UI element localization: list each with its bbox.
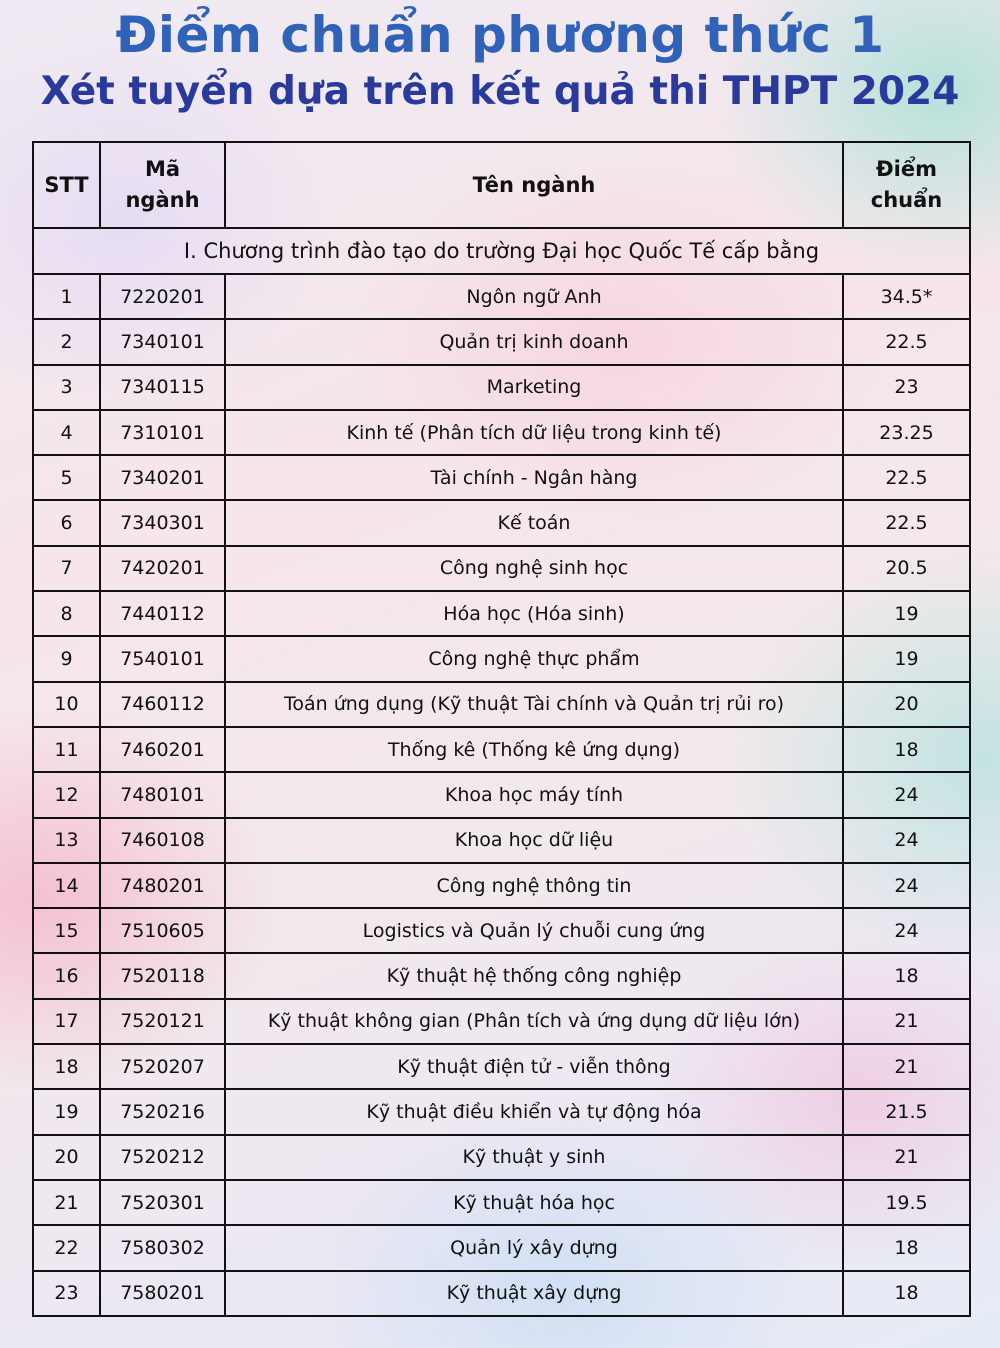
row-stt: 15 [33,908,100,953]
row-score: 24 [843,863,970,908]
row-major-name: Kỹ thuật xây dựng [225,1271,843,1316]
row-major-name: Logistics và Quản lý chuỗi cung ứng [225,908,843,953]
row-score: 22.5 [843,455,970,500]
row-score: 23 [843,365,970,410]
row-stt: 23 [33,1271,100,1316]
row-stt: 17 [33,999,100,1044]
row-major-code: 7520301 [100,1180,225,1225]
table-row [33,319,970,364]
table-row [33,953,970,998]
row-major-code: 7310101 [100,410,225,455]
row-score: 22.5 [843,319,970,364]
row-score: 19.5 [843,1180,970,1225]
row-stt: 19 [33,1089,100,1134]
row-stt: 18 [33,1044,100,1089]
row-major-name: Công nghệ thực phẩm [225,636,843,681]
row-major-name: Ngôn ngữ Anh [225,274,843,319]
table-row [33,999,970,1044]
row-stt: 9 [33,636,100,681]
row-score: 21 [843,1135,970,1180]
table-row [33,1225,970,1270]
row-major-name: Công nghệ sinh học [225,546,843,591]
row-major-code: 7340101 [100,319,225,364]
header-ma-nganh [100,142,225,228]
row-major-code: 7480201 [100,863,225,908]
row-stt: 16 [33,953,100,998]
header-ma-nganh-line1: Mã [144,157,181,181]
row-major-code: 7580201 [100,1271,225,1316]
row-major-name: Tài chính - Ngân hàng [225,455,843,500]
row-major-name: Kinh tế (Phân tích dữ liệu trong kinh tế) [225,410,843,455]
row-major-code: 7480101 [100,772,225,817]
table-row [33,455,970,500]
row-stt: 7 [33,546,100,591]
row-major-name: Kỹ thuật hệ thống công nghiệp [225,953,843,998]
row-major-code: 7520207 [100,1044,225,1089]
row-major-code: 7340115 [100,365,225,410]
row-score: 22.5 [843,500,970,545]
page-title: Điểm chuẩn phương thức 1 [115,6,885,64]
row-score: 18 [843,1225,970,1270]
row-score: 24 [843,908,970,953]
row-major-code: 7220201 [100,274,225,319]
header-diem-line1: Điểm [876,157,937,181]
header-ten-nganh: Tên ngành [225,142,843,228]
row-major-name: Quản lý xây dựng [225,1225,843,1270]
table-row [33,1271,970,1316]
section-row [33,228,970,274]
table-row [33,410,970,455]
row-score: 20.5 [843,546,970,591]
row-stt: 5 [33,455,100,500]
row-major-name: Hóa học (Hóa sinh) [225,591,843,636]
row-stt: 12 [33,772,100,817]
table-row [33,1089,970,1134]
row-major-name: Kỹ thuật điện tử - viễn thông [225,1044,843,1089]
row-stt: 6 [33,500,100,545]
row-stt: 20 [33,1135,100,1180]
table-row [33,365,970,410]
row-major-name: Khoa học máy tính [225,772,843,817]
row-major-name: Kỹ thuật y sinh [225,1135,843,1180]
row-major-code: 7520216 [100,1089,225,1134]
row-stt: 8 [33,591,100,636]
table-row [33,591,970,636]
row-major-name: Kỹ thuật không gian (Phân tích và ứng dụng dữ liệu lớn) [225,999,843,1044]
row-major-name: Toán ứng dụng (Kỹ thuật Tài chính và Quản trị rủi ro) [225,682,843,727]
row-major-name: Marketing [225,365,843,410]
row-stt: 11 [33,727,100,772]
row-stt: 3 [33,365,100,410]
row-score: 21 [843,1044,970,1089]
row-major-code: 7460108 [100,818,225,863]
admission-score-table [32,141,971,1317]
row-major-code: 7440112 [100,591,225,636]
row-major-name: Thống kê (Thống kê ứng dụng) [225,727,843,772]
row-major-name: Kế toán [225,500,843,545]
table-row [33,772,970,817]
row-major-name: Khoa học dữ liệu [225,818,843,863]
row-major-name: Kỹ thuật hóa học [225,1180,843,1225]
row-stt: 10 [33,682,100,727]
row-score: 24 [843,772,970,817]
header-diem-chuan [843,142,970,228]
section-title: I. Chương trình đào tạo do trường Đại học Quốc Tế cấp bằng [33,228,970,274]
row-stt: 4 [33,410,100,455]
row-major-code: 7340301 [100,500,225,545]
row-stt: 2 [33,319,100,364]
row-major-name: Công nghệ thông tin [225,863,843,908]
row-major-code: 7580302 [100,1225,225,1270]
row-score: 19 [843,636,970,681]
row-major-code: 7520118 [100,953,225,998]
row-score: 21.5 [843,1089,970,1134]
row-score: 34.5* [843,274,970,319]
table-row [33,908,970,953]
table-row [33,1135,970,1180]
row-major-name: Kỹ thuật điều khiển và tự động hóa [225,1089,843,1134]
table-row [33,682,970,727]
table-row [33,636,970,681]
header-ma-nganh-line2: ngành [125,188,200,212]
table-row [33,274,970,319]
table-row [33,546,970,591]
page-subtitle: Xét tuyển dựa trên kết quả thi THPT 2024 [40,69,960,114]
row-major-code: 7460201 [100,727,225,772]
header-diem-line2: chuẩn [870,188,943,212]
row-major-code: 7340201 [100,455,225,500]
row-stt: 14 [33,863,100,908]
row-stt: 13 [33,818,100,863]
row-stt: 21 [33,1180,100,1225]
row-score: 18 [843,953,970,998]
table-row [33,863,970,908]
row-stt: 1 [33,274,100,319]
row-major-code: 7420201 [100,546,225,591]
row-score: 23.25 [843,410,970,455]
row-score: 24 [843,818,970,863]
table-row [33,727,970,772]
row-score: 20 [843,682,970,727]
table-row [33,818,970,863]
row-major-code: 7520212 [100,1135,225,1180]
table-row [33,1044,970,1089]
table-row [33,1180,970,1225]
row-stt: 22 [33,1225,100,1270]
table-row [33,500,970,545]
row-score: 21 [843,999,970,1044]
row-score: 19 [843,591,970,636]
row-score: 18 [843,727,970,772]
row-major-code: 7510605 [100,908,225,953]
row-major-code: 7520121 [100,999,225,1044]
row-major-code: 7540101 [100,636,225,681]
row-score: 18 [843,1271,970,1316]
row-major-code: 7460112 [100,682,225,727]
row-major-name: Quản trị kinh doanh [225,319,843,364]
table-header-row [33,142,970,228]
header-stt: STT [33,142,100,228]
